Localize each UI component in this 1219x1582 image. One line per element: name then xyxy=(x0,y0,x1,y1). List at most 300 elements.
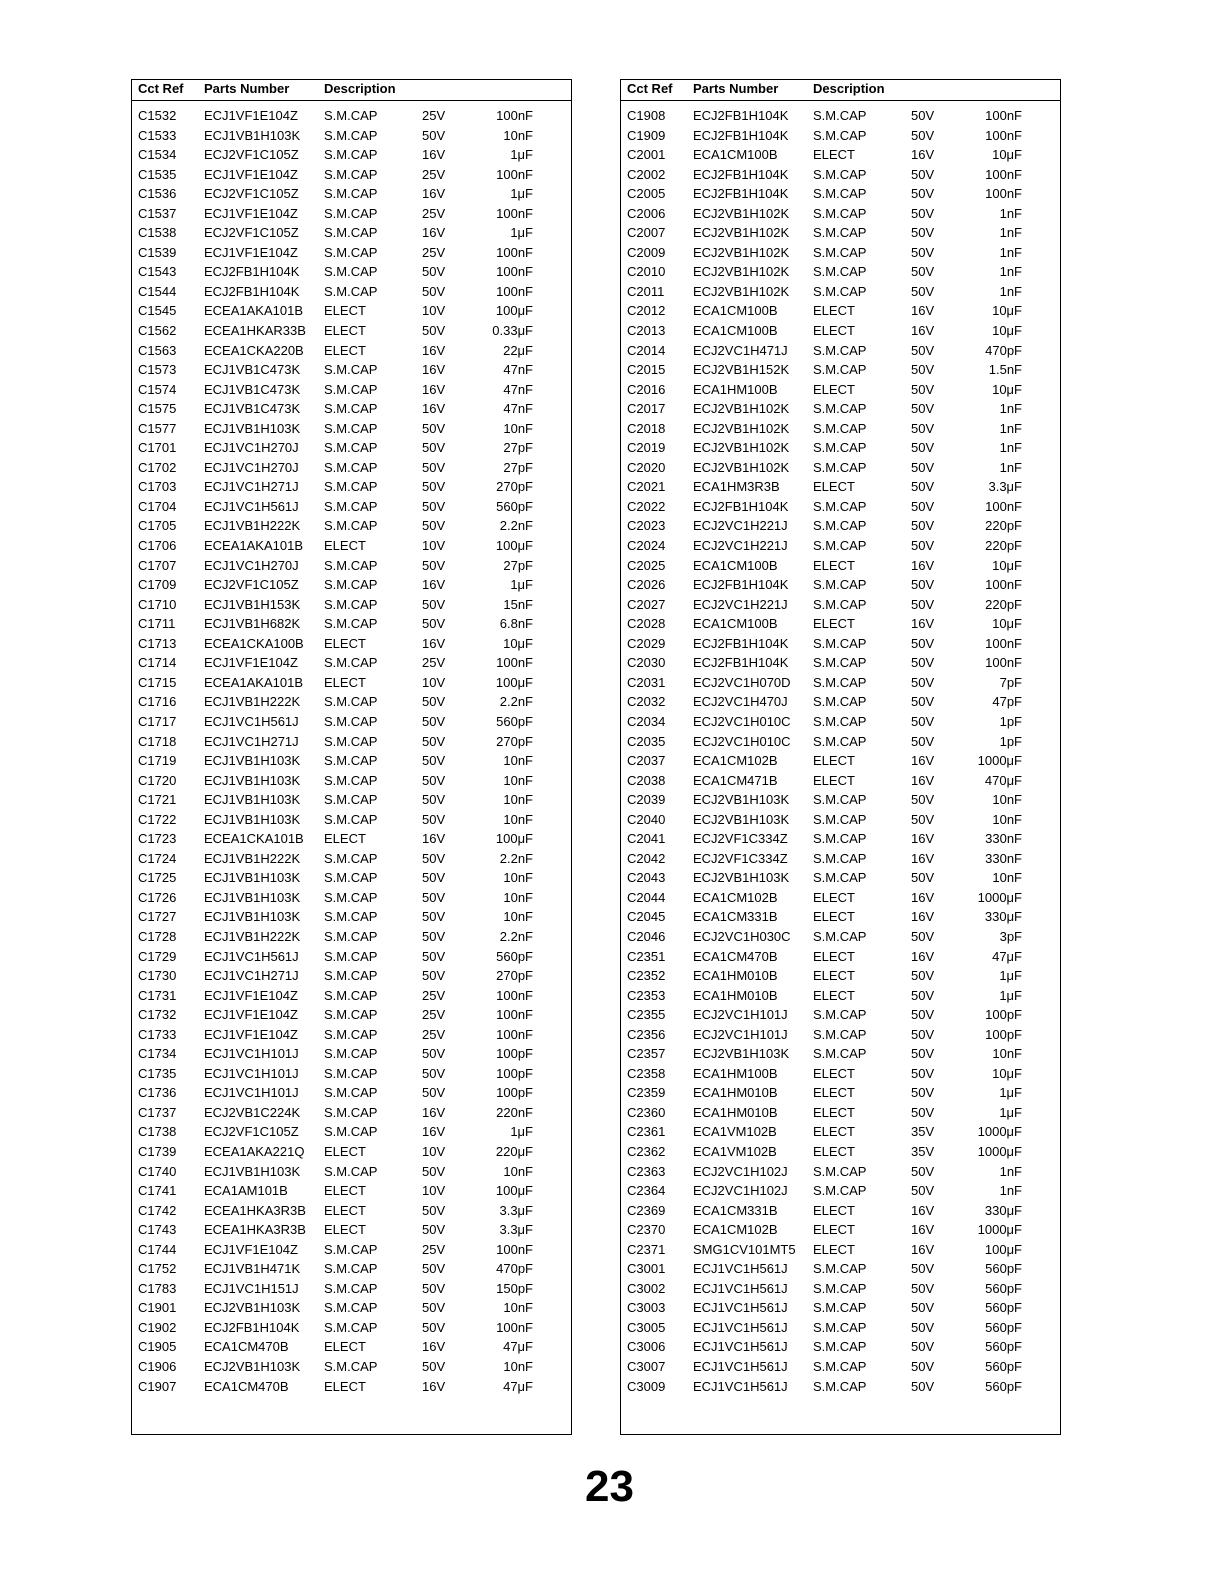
cell-description: S.M.CAP xyxy=(813,1163,867,1179)
cell-value: 100μF xyxy=(495,831,533,847)
table-row xyxy=(621,868,1060,888)
cell-voltage: 25V xyxy=(422,1241,446,1257)
cell-cct-ref: C1533 xyxy=(138,127,177,143)
cell-description: S.M.CAP xyxy=(813,401,867,417)
cell-voltage: 16V xyxy=(422,577,446,593)
table-row xyxy=(132,1201,571,1221)
cell-value: 47μF xyxy=(503,1378,533,1394)
cell-parts-number: ECA1HM010B xyxy=(693,968,778,984)
table-row xyxy=(621,653,1060,673)
cell-description: ELECT xyxy=(813,1104,855,1120)
cell-voltage: 50V xyxy=(911,1085,935,1101)
cell-cct-ref: C1544 xyxy=(138,283,177,299)
cell-voltage: 50V xyxy=(911,381,935,397)
cell-value: 1000μF xyxy=(977,1222,1022,1238)
cell-parts-number: ECJ1VB1H103K xyxy=(204,420,301,436)
cell-parts-number: ECJ1VF1E104Z xyxy=(204,1026,298,1042)
cell-value: 10μF xyxy=(992,147,1022,163)
cell-parts-number: ECJ2FB1H104K xyxy=(693,127,789,143)
cell-description: ELECT xyxy=(324,342,366,358)
cell-cct-ref: C2353 xyxy=(627,987,666,1003)
cell-description: ELECT xyxy=(324,1143,366,1159)
table-row xyxy=(132,790,571,810)
cell-value: 1000μF xyxy=(977,1124,1022,1140)
table-row xyxy=(621,614,1060,634)
cell-value: 220pF xyxy=(985,518,1022,534)
cell-cct-ref: C1562 xyxy=(138,323,177,339)
cell-cct-ref: C2352 xyxy=(627,968,666,984)
cell-value: 10nF xyxy=(992,870,1022,886)
cell-value: 27pF xyxy=(503,557,533,573)
cell-description: ELECT xyxy=(813,557,855,573)
cell-cct-ref: C3002 xyxy=(627,1280,666,1296)
cell-cct-ref: C2002 xyxy=(627,166,666,182)
cell-value: 560pF xyxy=(985,1339,1022,1355)
cell-cct-ref: C2006 xyxy=(627,205,666,221)
table-row xyxy=(132,927,571,947)
cell-description: ELECT xyxy=(324,538,366,554)
table-row xyxy=(132,810,571,830)
table-row xyxy=(132,301,571,321)
cell-cct-ref: C1711 xyxy=(138,616,176,632)
cell-voltage: 50V xyxy=(911,186,935,202)
cell-parts-number: ECJ2VB1H103K xyxy=(204,1300,301,1316)
table-row xyxy=(621,1122,1060,1142)
cell-description: S.M.CAP xyxy=(813,225,867,241)
table-row xyxy=(132,673,571,693)
table-row xyxy=(132,595,571,615)
cell-parts-number: ECJ2VC1H101J xyxy=(693,1026,788,1042)
cell-value: 470μF xyxy=(984,772,1022,788)
cell-parts-number: ECJ1VC1H270J xyxy=(204,459,299,475)
table-row xyxy=(621,1279,1060,1299)
cell-cct-ref: C2039 xyxy=(627,792,666,808)
cell-description: S.M.CAP xyxy=(324,1085,378,1101)
cell-description: ELECT xyxy=(813,772,855,788)
cell-parts-number: ECJ2VB1H103K xyxy=(693,792,790,808)
table-row xyxy=(132,477,571,497)
cell-value: 10μF xyxy=(992,323,1022,339)
cell-value: 1nF xyxy=(999,1183,1022,1199)
table-row xyxy=(132,1220,571,1240)
cell-value: 1μF xyxy=(999,1104,1022,1120)
table-row xyxy=(621,907,1060,927)
cell-cct-ref: C1714 xyxy=(138,655,177,671)
cell-value: 100pF xyxy=(985,1007,1022,1023)
cell-description: S.M.CAP xyxy=(813,342,867,358)
cell-parts-number: ECJ2VB1H103K xyxy=(693,1046,790,1062)
table-row xyxy=(621,223,1060,243)
cell-voltage: 25V xyxy=(422,987,446,1003)
cell-description: S.M.CAP xyxy=(324,1124,378,1140)
table-row xyxy=(621,282,1060,302)
cell-value: 100nF xyxy=(496,1319,533,1335)
cell-parts-number: ECJ1VC1H561J xyxy=(693,1280,788,1296)
cell-cct-ref: C2015 xyxy=(627,362,666,378)
cell-value: 22μF xyxy=(503,342,533,358)
table-row xyxy=(621,1083,1060,1103)
cell-voltage: 50V xyxy=(422,1085,446,1101)
cell-parts-number: ECJ1VC1H561J xyxy=(693,1319,788,1335)
cell-voltage: 16V xyxy=(911,323,935,339)
cell-parts-number: ECJ1VC1H561J xyxy=(693,1378,788,1394)
cell-parts-number: ECA1CM102B xyxy=(693,1222,778,1238)
cell-parts-number: ECJ2FB1H104K xyxy=(693,108,789,123)
cell-value: 100nF xyxy=(985,186,1022,202)
cell-voltage: 10V xyxy=(422,303,446,319)
cell-description: S.M.CAP xyxy=(324,1280,378,1296)
cell-parts-number: ECEA1CKA101B xyxy=(204,831,304,847)
cell-parts-number: ECJ2VF1C105Z xyxy=(204,225,299,241)
cell-voltage: 50V xyxy=(422,713,446,729)
cell-cct-ref: C1534 xyxy=(138,147,177,163)
table-row xyxy=(132,1298,571,1318)
cell-voltage: 10V xyxy=(422,538,446,554)
cell-value: 560pF xyxy=(985,1261,1022,1277)
cell-cct-ref: C1575 xyxy=(138,401,177,417)
cell-description: S.M.CAP xyxy=(813,1046,867,1062)
cell-description: ELECT xyxy=(813,147,855,163)
cell-value: 10nF xyxy=(503,909,533,925)
cell-cct-ref: C1721 xyxy=(138,792,177,808)
cell-parts-number: ECA1CM100B xyxy=(693,616,778,632)
cell-description: ELECT xyxy=(324,635,366,651)
cell-voltage: 50V xyxy=(911,1065,935,1081)
cell-value: 100μF xyxy=(984,1241,1022,1257)
cell-voltage: 16V xyxy=(911,1222,935,1238)
cell-cct-ref: C1730 xyxy=(138,968,177,984)
cell-parts-number: ECA1AM101B xyxy=(204,1183,288,1199)
table-row xyxy=(132,145,571,165)
cell-value: 3.3μF xyxy=(988,479,1022,495)
cell-voltage: 50V xyxy=(911,694,935,710)
cell-value: 10nF xyxy=(503,1359,533,1374)
cell-parts-number: ECJ2VB1C224K xyxy=(204,1104,301,1120)
cell-voltage: 50V xyxy=(422,772,446,788)
table-row xyxy=(132,262,571,282)
cell-voltage: 16V xyxy=(911,303,935,319)
table-row xyxy=(132,1005,571,1025)
cell-description: S.M.CAP xyxy=(813,1378,867,1394)
cell-description: S.M.CAP xyxy=(324,1261,378,1277)
cell-voltage: 50V xyxy=(422,1222,446,1238)
cell-description: ELECT xyxy=(813,1065,855,1081)
cell-parts-number: ECA1CM102B xyxy=(693,753,778,769)
cell-voltage: 16V xyxy=(422,381,446,397)
cell-parts-number: ECJ2VC1H101J xyxy=(693,1007,788,1023)
cell-value: 100nF xyxy=(496,1026,533,1042)
cell-parts-number: ECJ1VC1H561J xyxy=(693,1339,788,1355)
table-row xyxy=(621,145,1060,165)
cell-cct-ref: C1538 xyxy=(138,225,177,241)
parts-table-left xyxy=(131,79,572,1435)
cell-parts-number: ECJ1VC1H271J xyxy=(204,733,299,749)
cell-value: 220μF xyxy=(495,1143,533,1159)
table-row xyxy=(621,927,1060,947)
cell-description: S.M.CAP xyxy=(813,1339,867,1355)
cell-value: 1pF xyxy=(999,733,1022,749)
cell-voltage: 16V xyxy=(911,889,935,905)
cell-voltage: 10V xyxy=(422,1143,446,1159)
table-row xyxy=(132,1064,571,1084)
cell-parts-number: ECA1HM010B xyxy=(693,987,778,1003)
cell-voltage: 50V xyxy=(911,225,935,241)
cell-description: S.M.CAP xyxy=(324,186,378,202)
cell-description: S.M.CAP xyxy=(324,850,378,866)
cell-description: S.M.CAP xyxy=(324,987,378,1003)
cell-cct-ref: C2044 xyxy=(627,889,666,905)
cell-value: 15nF xyxy=(503,596,533,612)
cell-value: 100nF xyxy=(985,108,1022,123)
cell-voltage: 50V xyxy=(911,538,935,554)
cell-cct-ref: C2351 xyxy=(627,948,666,964)
cell-value: 100nF xyxy=(496,244,533,260)
cell-voltage: 25V xyxy=(422,244,446,260)
cell-voltage: 50V xyxy=(911,928,935,944)
cell-voltage: 50V xyxy=(911,713,935,729)
cell-cct-ref: C1726 xyxy=(138,889,177,905)
table-row xyxy=(621,243,1060,263)
cell-cct-ref: C2040 xyxy=(627,811,666,827)
cell-cct-ref: C1902 xyxy=(138,1319,177,1335)
table-row xyxy=(132,1259,571,1279)
cell-parts-number: ECJ2VC1H102J xyxy=(693,1183,788,1199)
cell-cct-ref: C1720 xyxy=(138,772,177,788)
cell-voltage: 16V xyxy=(911,831,935,847)
cell-value: 470pF xyxy=(985,342,1022,358)
cell-value: 10nF xyxy=(503,772,533,788)
table-row xyxy=(132,966,571,986)
cell-description: ELECT xyxy=(813,909,855,925)
cell-value: 10μF xyxy=(992,303,1022,319)
table-row xyxy=(621,1201,1060,1221)
cell-description: S.M.CAP xyxy=(813,1280,867,1296)
table-row xyxy=(132,614,571,634)
cell-parts-number: ECEA1AKA101B xyxy=(204,303,304,319)
cell-parts-number: ECJ1VB1H682K xyxy=(204,616,301,632)
cell-value: 560pF xyxy=(496,948,533,964)
cell-voltage: 16V xyxy=(911,948,935,964)
cell-voltage: 25V xyxy=(422,205,446,221)
table-row xyxy=(132,732,571,752)
cell-value: 2.2nF xyxy=(499,850,533,866)
cell-voltage: 50V xyxy=(422,753,446,769)
cell-parts-number: ECJ1VC1H561J xyxy=(693,1359,788,1374)
cell-value: 47pF xyxy=(992,694,1022,710)
cell-cct-ref: C1535 xyxy=(138,166,177,182)
cell-cct-ref: C2035 xyxy=(627,733,666,749)
cell-parts-number: ECJ2FB1H104K xyxy=(204,264,300,280)
table-row xyxy=(621,1318,1060,1338)
cell-voltage: 50V xyxy=(422,264,446,280)
cell-parts-number: ECJ2VF1C105Z xyxy=(204,147,299,163)
cell-value: 10nF xyxy=(992,792,1022,808)
table-row xyxy=(132,868,571,888)
cell-value: 100nF xyxy=(985,635,1022,651)
table-row xyxy=(132,360,571,380)
cell-parts-number: ECJ2VB1H103K xyxy=(204,1359,301,1374)
cell-voltage: 50V xyxy=(422,928,446,944)
cell-cct-ref: C2013 xyxy=(627,323,666,339)
cell-voltage: 50V xyxy=(911,1300,935,1316)
cell-cct-ref: C2027 xyxy=(627,596,666,612)
cell-voltage: 50V xyxy=(911,283,935,299)
cell-description: ELECT xyxy=(813,948,855,964)
header-parts-number: Parts Number xyxy=(204,81,290,96)
cell-cct-ref: C1732 xyxy=(138,1007,177,1023)
cell-description: S.M.CAP xyxy=(324,557,378,573)
table-row xyxy=(132,653,571,673)
cell-voltage: 50V xyxy=(911,1280,935,1296)
cell-value: 1nF xyxy=(999,1163,1022,1179)
cell-description: ELECT xyxy=(324,1378,366,1394)
cell-parts-number: SMG1CV101MT5 xyxy=(693,1241,796,1257)
cell-cct-ref: C1736 xyxy=(138,1085,177,1101)
cell-description: S.M.CAP xyxy=(324,518,378,534)
cell-value: 2.2nF xyxy=(499,928,533,944)
cell-cct-ref: C1709 xyxy=(138,577,177,593)
cell-value: 47nF xyxy=(503,401,533,417)
cell-voltage: 50V xyxy=(911,1104,935,1120)
table-row xyxy=(621,575,1060,595)
table-row xyxy=(621,947,1060,967)
cell-value: 560pF xyxy=(985,1319,1022,1335)
cell-value: 1pF xyxy=(999,713,1022,729)
table-row xyxy=(621,458,1060,478)
cell-value: 100pF xyxy=(496,1065,533,1081)
cell-parts-number: ECJ1VB1H103K xyxy=(204,753,301,769)
table-row xyxy=(132,165,571,185)
cell-parts-number: ECJ1VC1H271J xyxy=(204,479,299,495)
table-row xyxy=(621,810,1060,830)
cell-value: 1nF xyxy=(999,225,1022,241)
cell-description: S.M.CAP xyxy=(324,1319,378,1335)
table-row xyxy=(621,1044,1060,1064)
table-row xyxy=(132,1240,571,1260)
table-row xyxy=(132,1044,571,1064)
cell-parts-number: ECJ2VB1H102K xyxy=(693,283,790,299)
cell-cct-ref: C1733 xyxy=(138,1026,177,1042)
table-row xyxy=(621,126,1060,146)
cell-parts-number: ECA1HM100B xyxy=(693,1065,778,1081)
cell-voltage: 50V xyxy=(422,127,446,143)
cell-parts-number: ECA1HM3R3B xyxy=(693,479,780,495)
cell-description: ELECT xyxy=(324,303,366,319)
cell-voltage: 50V xyxy=(911,1359,935,1374)
cell-description: S.M.CAP xyxy=(324,889,378,905)
cell-description: S.M.CAP xyxy=(324,694,378,710)
table-row xyxy=(132,947,571,967)
cell-description: S.M.CAP xyxy=(813,733,867,749)
cell-value: 10nF xyxy=(503,811,533,827)
cell-cct-ref: C2017 xyxy=(627,401,666,417)
cell-cct-ref: C2045 xyxy=(627,909,666,925)
cell-value: 100nF xyxy=(496,283,533,299)
cell-description: ELECT xyxy=(324,1339,366,1355)
table-row xyxy=(132,1162,571,1182)
cell-value: 560pF xyxy=(985,1359,1022,1374)
cell-description: S.M.CAP xyxy=(813,1319,867,1335)
cell-parts-number: ECJ1VB1H222K xyxy=(204,928,301,944)
cell-value: 1μF xyxy=(999,968,1022,984)
cell-value: 330nF xyxy=(985,850,1022,866)
cell-description: S.M.CAP xyxy=(324,1163,378,1179)
cell-description: ELECT xyxy=(813,1085,855,1101)
cell-value: 10nF xyxy=(503,1163,533,1179)
table-row xyxy=(621,438,1060,458)
cell-description: S.M.CAP xyxy=(324,498,378,514)
cell-voltage: 50V xyxy=(422,1202,446,1218)
cell-parts-number: ECEA1HKAR33B xyxy=(204,323,306,339)
cell-voltage: 50V xyxy=(422,440,446,456)
cell-parts-number: ECJ2VF1C105Z xyxy=(204,577,299,593)
table-header xyxy=(621,80,1060,101)
cell-description: S.M.CAP xyxy=(324,166,378,182)
cell-cct-ref: C1737 xyxy=(138,1104,177,1120)
cell-description: S.M.CAP xyxy=(813,420,867,436)
cell-cct-ref: C2021 xyxy=(627,479,666,495)
cell-value: 330μF xyxy=(984,1202,1022,1218)
cell-voltage: 50V xyxy=(911,205,935,221)
cell-description: S.M.CAP xyxy=(813,362,867,378)
cell-description: S.M.CAP xyxy=(324,420,378,436)
table-row xyxy=(621,1298,1060,1318)
cell-parts-number: ECJ1VF1E104Z xyxy=(204,244,298,260)
cell-parts-number: ECJ2VB1H103K xyxy=(693,811,790,827)
cell-value: 1nF xyxy=(999,459,1022,475)
table-row xyxy=(621,360,1060,380)
table-row xyxy=(132,1318,571,1338)
cell-parts-number: ECA1CM102B xyxy=(693,889,778,905)
cell-value: 1000μF xyxy=(977,753,1022,769)
cell-voltage: 16V xyxy=(422,1378,446,1394)
cell-voltage: 50V xyxy=(422,1359,446,1374)
cell-description: S.M.CAP xyxy=(813,440,867,456)
cell-voltage: 50V xyxy=(911,1163,935,1179)
cell-cct-ref: C1907 xyxy=(138,1378,177,1394)
table-row xyxy=(132,1337,571,1357)
cell-value: 2.2nF xyxy=(499,518,533,534)
cell-description: ELECT xyxy=(813,1143,855,1159)
cell-parts-number: ECJ2FB1H104K xyxy=(693,166,789,182)
cell-voltage: 50V xyxy=(422,733,446,749)
cell-voltage: 25V xyxy=(422,1007,446,1023)
table-row xyxy=(132,829,571,849)
cell-voltage: 50V xyxy=(911,401,935,417)
cell-description: S.M.CAP xyxy=(813,831,867,847)
table-row xyxy=(621,712,1060,732)
cell-cct-ref: C2020 xyxy=(627,459,666,475)
table-row xyxy=(621,399,1060,419)
cell-voltage: 50V xyxy=(911,420,935,436)
cell-cct-ref: C3009 xyxy=(627,1378,666,1394)
cell-cct-ref: C2032 xyxy=(627,694,666,710)
table-row xyxy=(132,1357,571,1377)
cell-description: S.M.CAP xyxy=(813,498,867,514)
cell-value: 220pF xyxy=(985,538,1022,554)
table-row xyxy=(132,399,571,419)
cell-voltage: 16V xyxy=(422,1124,446,1140)
cell-cct-ref: C1725 xyxy=(138,870,177,886)
cell-voltage: 50V xyxy=(911,1007,935,1023)
cell-cct-ref: C1729 xyxy=(138,948,177,964)
cell-voltage: 50V xyxy=(422,850,446,866)
cell-voltage: 50V xyxy=(911,342,935,358)
cell-value: 47μF xyxy=(503,1339,533,1355)
cell-value: 100nF xyxy=(496,655,533,671)
cell-voltage: 50V xyxy=(911,1183,935,1199)
cell-parts-number: ECA1CM100B xyxy=(693,147,778,163)
